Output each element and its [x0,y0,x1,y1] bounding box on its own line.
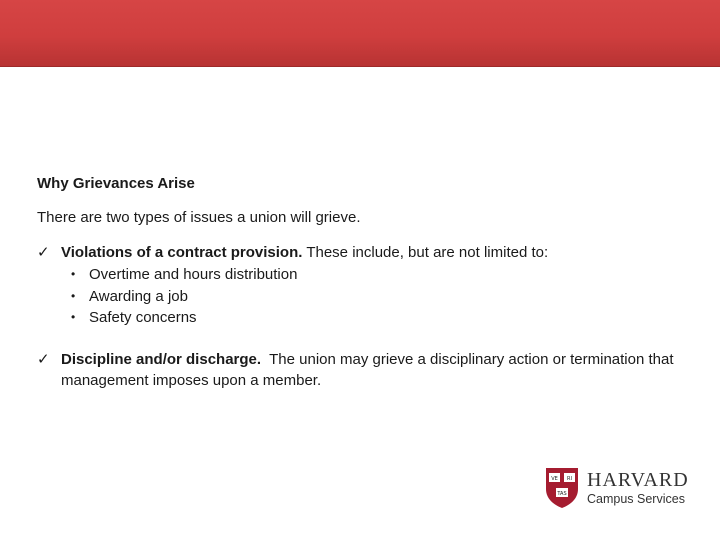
intro-text: There are two types of issues a union will grieve. [37,209,361,226]
logo-title: HARVARD [587,469,689,491]
point-text: These include, but are not limited to: [302,244,549,261]
list-item: • Safety concerns [71,307,677,329]
bullet-icon: • [71,267,76,281]
shield-text: VE [551,476,558,482]
point-title: Discipline and/or discharge. [61,350,262,368]
list-item: • Awarding a job [71,286,677,308]
top-banner [0,0,720,67]
subitem-list [61,264,677,329]
bullet-icon: • [71,288,76,303]
logo-subtitle: Campus Services [587,492,685,506]
list-item: • Overtime and hours distribution [71,264,677,286]
slide-content [37,173,677,391]
point-contract-violation [37,242,677,329]
point-text: The union may grieve a disciplinary action or termination that management imposes upon a member. [61,350,678,389]
shield-text: TAS [557,491,567,497]
checkmark-icon: ✓ [37,349,50,368]
point-title: Violations of a contract provision. [61,244,303,261]
checkmark-icon: ✓ [37,243,50,261]
harvard-logo [545,466,689,510]
logo-text [587,469,689,507]
slide-heading: Why Grievances Arise [37,175,195,192]
bullet-icon: • [71,310,76,324]
shield-text: RI [567,476,572,482]
point-discipline [37,349,677,391]
harvard-shield-icon [545,467,579,509]
